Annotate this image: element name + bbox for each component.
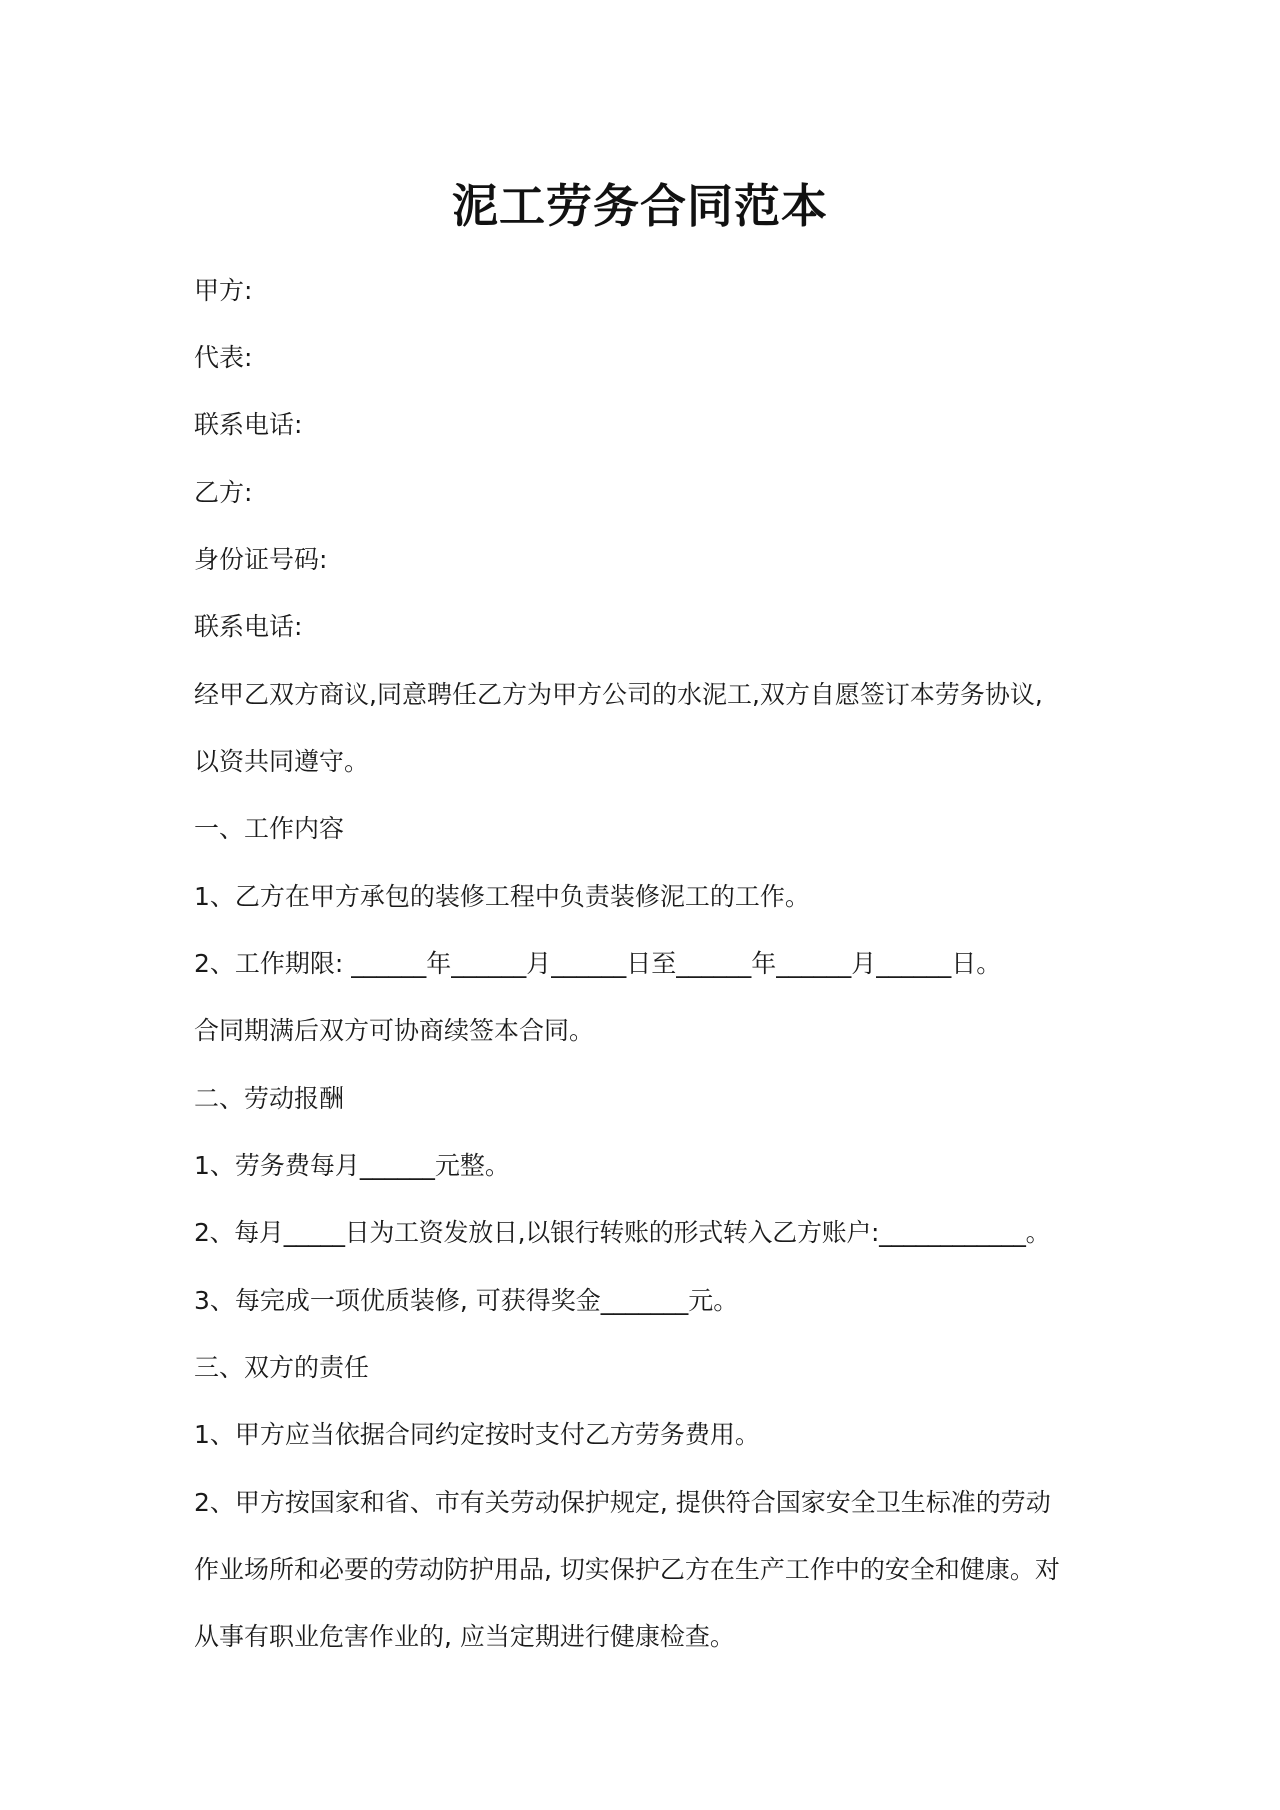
representative-label: 代表: <box>194 343 253 372</box>
clause-payment-obligation: 1、甲方应当依据合同约定按时支付乙方劳务费用。 <box>194 1420 760 1449</box>
clause-labor-protection-line: 2、甲方按国家和省、市有关劳动保护规定, 提供符合国家安全卫生标准的劳动 <box>194 1488 1051 1517</box>
phone-b-label: 联系电话: <box>194 612 303 641</box>
clause-monthly-fee: 1、劳务费每月______元整。 <box>194 1151 510 1180</box>
id-number-label: 身份证号码: <box>194 545 328 574</box>
clause-pay-day: 2、每月_____日为工资发放日,以银行转账的形式转入乙方账户:____________。 <box>194 1218 1051 1247</box>
party-b-label: 乙方: <box>194 478 253 507</box>
clause-work-period: 2、工作期限: ______年______月______日至______年______月______日。 <box>194 949 1002 978</box>
clause-labor-protection-line: 从事有职业危害作业的, 应当定期进行健康检查。 <box>194 1622 735 1651</box>
clause-bonus: 3、每完成一项优质装修, 可获得奖金_______元。 <box>194 1286 739 1315</box>
section-heading-work-content: 一、工作内容 <box>194 814 345 843</box>
section-heading-responsibilities: 三、双方的责任 <box>194 1353 370 1382</box>
document-title: 泥工劳务合同范本 <box>452 179 828 233</box>
intro-paragraph-line: 经甲乙双方商议,同意聘任乙方为甲方公司的水泥工,双方自愿签订本劳务协议, <box>194 680 1043 709</box>
party-a-label: 甲方: <box>194 276 253 305</box>
clause-work-duty: 1、乙方在甲方承包的装修工程中负责装修泥工的工作。 <box>194 882 810 911</box>
section-heading-remuneration: 二、劳动报酬 <box>194 1084 345 1113</box>
clause-work-period-renewal: 合同期满后双方可协商续签本合同。 <box>194 1016 595 1045</box>
clause-labor-protection-line: 作业场所和必要的劳动防护用品, 切实保护乙方在生产工作中的安全和健康。对 <box>194 1555 1060 1584</box>
intro-paragraph-line: 以资共同遵守。 <box>194 747 370 776</box>
phone-a-label: 联系电话: <box>194 410 303 439</box>
